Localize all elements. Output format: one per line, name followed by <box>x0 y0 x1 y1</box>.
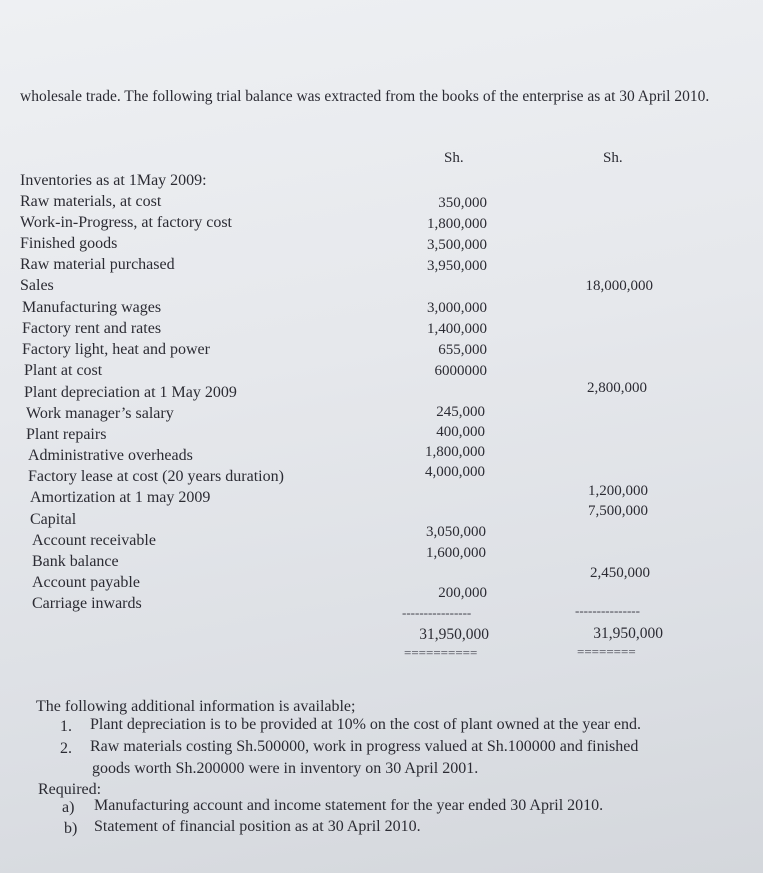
intro-text: wholesale trade. The following trial balance was extracted from the books of the enterprise as at 30 April 2010. <box>20 88 710 105</box>
row-label: Administrative overheads <box>28 447 193 464</box>
row-label: Account receivable <box>32 532 156 549</box>
debit-dash-rule: ---------------- <box>402 605 472 620</box>
debit-amount: 1,600,000 <box>426 545 486 561</box>
credit-dash-rule: --------------- <box>575 603 640 618</box>
row-label: Finished goods <box>20 235 118 252</box>
row-label: Capital <box>30 511 77 528</box>
debit-amount: 400,000 <box>436 424 485 440</box>
row-label: Sales <box>20 277 54 294</box>
debit-amount: 1,400,000 <box>427 321 487 337</box>
credit-amount: 2,450,000 <box>590 565 650 581</box>
debit-total: 31,950,000 <box>419 626 489 643</box>
list-number: 1. <box>60 718 72 735</box>
credit-amount: 7,500,000 <box>588 503 648 519</box>
row-label: Manufacturing wages <box>22 299 162 316</box>
required-item: Manufacturing account and income statement for the year ended 30 April 2010. <box>94 797 604 814</box>
row-label: Factory lease at cost (20 years duration) <box>28 468 284 485</box>
row-label: Plant repairs <box>26 426 107 443</box>
row-label: Carriage inwards <box>32 595 142 612</box>
credit-double-rule: ======== <box>577 644 636 659</box>
row-label: Account payable <box>32 574 140 591</box>
required-heading: Required: <box>38 781 102 798</box>
debit-amount: 245,000 <box>436 404 485 420</box>
debit-amount: 4,000,000 <box>425 464 485 480</box>
debit-amount: 655,000 <box>438 342 487 358</box>
list-item: Raw materials costing Sh.500000, work in progress valued at Sh.100000 and finished <box>90 738 639 755</box>
row-label: Factory light, heat and power <box>22 341 210 358</box>
debit-column-header: Sh. <box>444 150 464 166</box>
debit-amount: 1,800,000 <box>425 444 485 460</box>
debit-amount: 200,000 <box>438 585 487 601</box>
row-label: Amortization at 1 may 2009 <box>30 489 211 506</box>
debit-amount: 3,500,000 <box>427 237 487 253</box>
credit-total: 31,950,000 <box>593 625 663 642</box>
row-label: Work-in-Progress, at factory cost <box>20 214 232 231</box>
list-letter: a) <box>62 799 75 816</box>
row-label: Raw materials, at cost <box>20 193 162 210</box>
row-label: Bank balance <box>32 553 119 570</box>
debit-amount: 6000000 <box>434 363 487 379</box>
row-label: Plant at cost <box>24 362 103 379</box>
credit-amount: 18,000,000 <box>585 278 653 294</box>
row-label: Raw material purchased <box>20 256 175 273</box>
debit-double-rule: ========== <box>404 645 478 660</box>
additional-heading: The following additional information is available; <box>36 698 356 715</box>
debit-amount: 3,950,000 <box>427 258 487 274</box>
row-label: Work manager’s salary <box>26 405 174 422</box>
row-label: Plant depreciation at 1 May 2009 <box>24 384 237 401</box>
row-label: Inventories as at 1May 2009: <box>20 172 207 189</box>
required-item: Statement of financial position as at 30 April 2010. <box>94 818 421 835</box>
debit-amount: 3,050,000 <box>426 524 486 540</box>
list-number: 2. <box>60 740 72 757</box>
debit-amount: 350,000 <box>438 195 487 211</box>
credit-amount: 1,200,000 <box>588 483 648 499</box>
list-letter: b) <box>64 820 78 837</box>
debit-amount: 3,000,000 <box>427 300 487 316</box>
credit-amount: 2,800,000 <box>587 380 647 396</box>
list-item-continuation: goods worth Sh.200000 were in inventory on 30 April 2001. <box>92 760 479 777</box>
credit-column-header: Sh. <box>603 150 623 166</box>
list-item: Plant depreciation is to be provided at 10% on the cost of plant owned at the year end. <box>90 716 641 733</box>
row-label: Factory rent and rates <box>22 320 162 337</box>
debit-amount: 1,800,000 <box>427 216 487 232</box>
